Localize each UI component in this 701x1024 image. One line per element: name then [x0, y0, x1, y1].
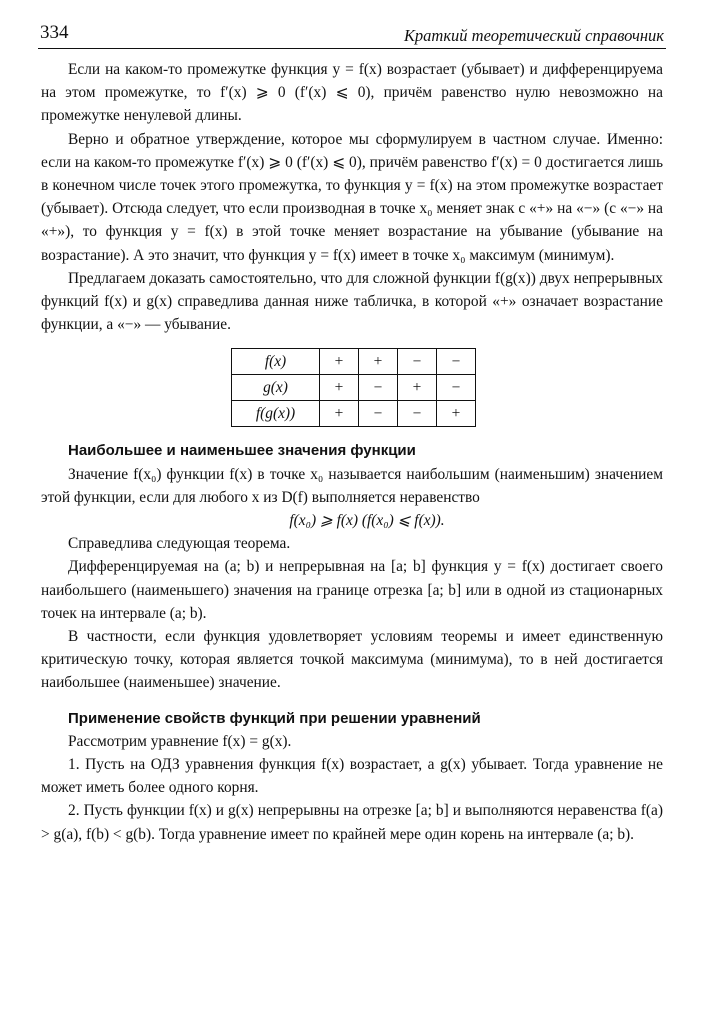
section-heading: Наибольшее и наименьшее значения функции	[68, 442, 416, 460]
table-cell: +	[437, 401, 476, 427]
table-row	[232, 401, 476, 427]
page-body	[41, 58, 663, 846]
paragraph: Если на каком-то промежутке функция y = f(x) возрастает (убывает) и дифференцируема на этом промежутке, то f′(x) ⩾ 0 (f′(x) ⩽ 0), причём равенство нулю невозможно на промежутке ненулевой длины.	[41, 61, 663, 125]
paragraph: Дифференцируемая на (a; b) и непрерывная на [a; b] функция y = f(x) достигает своего наибольшего (наименьшего) значения на границе отрезка [a; b] или в одной из стационарных точек на интервале (a; b).	[41, 558, 663, 622]
table-cell: −	[437, 375, 476, 401]
table-cell: +	[359, 349, 398, 375]
table-cell: −	[398, 401, 437, 427]
table-cell: +	[398, 375, 437, 401]
paragraph: В частности, если функция удовлетворяет условиям теоремы и имеет единственную критическую точку, которая является точкой максимума (минимума), то в ней достигается наибольшее (наименьшее) значение.	[41, 628, 663, 692]
paragraph: Значение f(x₀) функции f(x) в точке x₀ называется наибольшим (наименьшим) значением этой функции, если для любого x из D(f) выполняется неравенство	[41, 465, 663, 506]
page-number: 334	[40, 22, 69, 43]
table-cell: +	[320, 349, 359, 375]
table-cell: +	[320, 401, 359, 427]
paragraph: Рассмотрим уравнение f(x) = g(x).	[68, 732, 292, 750]
table-cell: −	[437, 349, 476, 375]
paragraph: Предлагаем доказать самостоятельно, что для сложной функции f(g(x)) двух непрерывных функций f(x) и g(x) справедлива данная ниже табличка, в которой «+» означает возрастание функции, а «−» — убывание.	[41, 269, 663, 334]
paragraph: Справедлива следующая теорема.	[68, 535, 291, 553]
table-cell: −	[359, 401, 398, 427]
running-title: Краткий теоретический справочник	[403, 26, 664, 45]
inequality-formula: f(x₀) ⩾ f(x) (f(x₀) ⩽ f(x)).	[289, 512, 445, 530]
paragraph: 2. Пусть функции f(x) и g(x) непрерывны на отрезке [a; b] и выполняются неравенства f(a) > g(a), f(b) < g(b). Тогда уравнение имеет по крайней мере один корень на интервале (a; b).	[41, 802, 663, 843]
table-row-label: f(g(x))	[232, 401, 320, 427]
table-row-label: g(x)	[232, 375, 320, 401]
table-row	[232, 349, 476, 375]
table-cell: +	[320, 375, 359, 401]
paragraph: 1. Пусть на ОДЗ уравнения функция f(x) возрастает, а g(x) убывает. Тогда уравнение не может иметь более одного корня.	[41, 756, 663, 797]
section-heading: Применение свойств функций при решении уравнений	[68, 709, 481, 727]
paragraph: Верно и обратное утверждение, которое мы сформулируем в частном случае. Именно: если на каком-то промежутке f′(x) ⩾ 0 (f′(x) ⩽ 0), причём равенство f′(x) = 0 достигается лишь в конечном числе точек этого промежутка, то функция y = f(x) на этом промежутке возрастает (убывает). Отсюда следует, что если производная в точке x₀ меняет знак с «+» на «−» (с «−» на «+»), то функция y = f(x) в этой точке меняет возрастание на убывание (убывание на возрастание). А это значит, что функция y = f(x) имеет в точке x₀ максимум (минимум).	[41, 130, 663, 264]
monotonicity-sign-table	[231, 348, 476, 427]
header-rule	[38, 48, 666, 49]
table-row-label: f(x)	[232, 349, 320, 375]
table-row	[232, 375, 476, 401]
table-cell: −	[359, 375, 398, 401]
page-header	[38, 20, 666, 50]
table-cell: −	[398, 349, 437, 375]
